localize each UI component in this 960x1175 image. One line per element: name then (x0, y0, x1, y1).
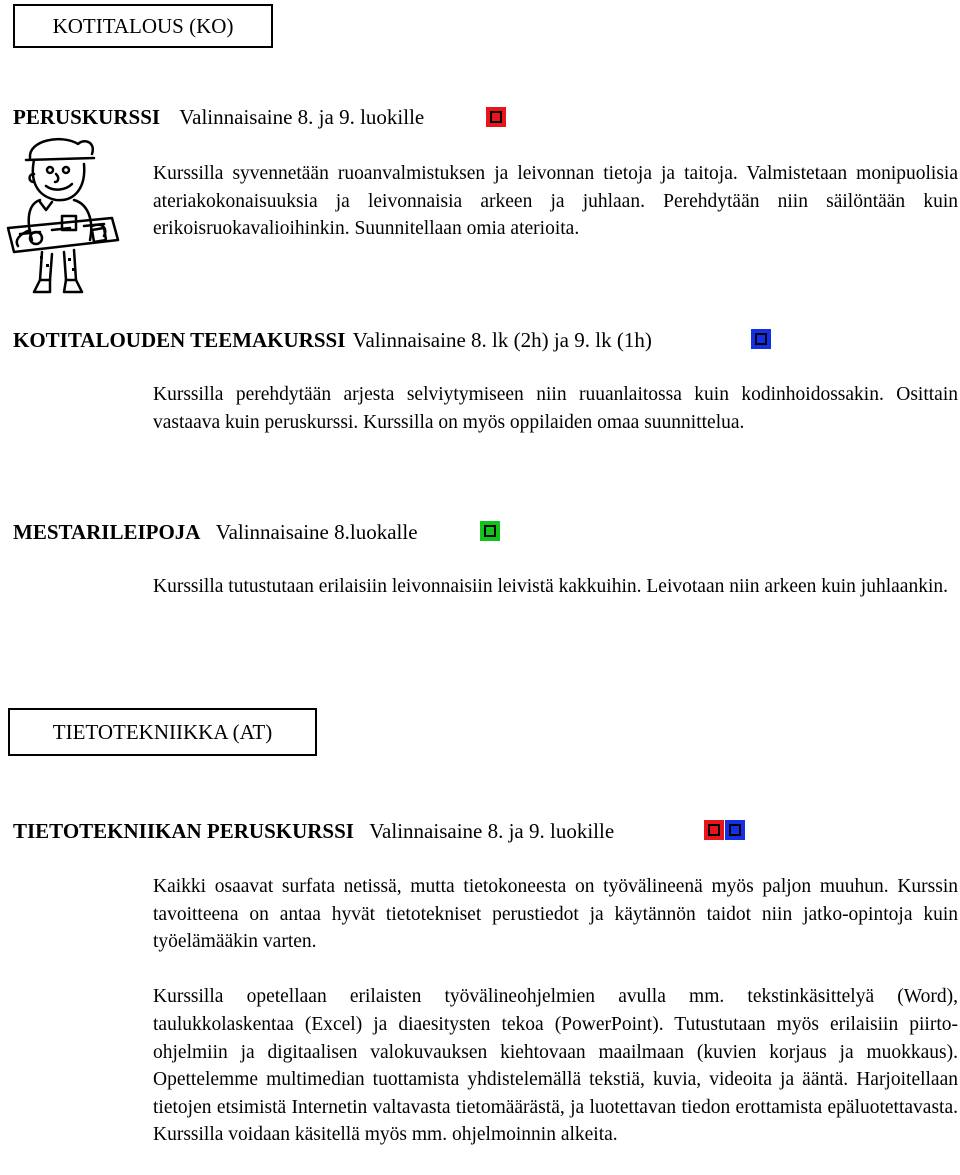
peruskurssi-text: Kurssilla syvennetään ruoanvalmistuksen ja leivonnan tietoja ja taitoja. Valmistetaan monipuolisia ateriakokonaisuuksia ja leivonnaisia arkeen ja juhlaan. Perehdytään niin säilöntään kuin erikoisruokavalioihinkin. Suunnitellaan omia aterioita. (153, 163, 958, 240)
red-marker-icon (704, 820, 724, 840)
mestarileipoja-title: MESTARILEIPOJA (13, 520, 201, 544)
mestarileipoja-heading (13, 522, 418, 543)
green-marker-icon (480, 521, 500, 541)
tietotekniikan-peruskurssi-title: TIETOTEKNIIKAN PERUSKURSSI (13, 819, 354, 843)
teemakurssi-subtitle: Valinnaisaine 8. lk (2h) ja 9. lk (1h) (352, 328, 652, 352)
teemakurssi-description (153, 381, 958, 436)
tietotekniikan-peruskurssi-heading (13, 821, 614, 842)
tietotekniikan-peruskurssi-text-2: Kurssilla opetellaan erilaisten työvälineohjelmien avulla mm. tekstinkäsittelyä (Word), taulukkolaskentaa (Excel) ja diaesitysten tekoa (PowerPoint). Tutustutaan myös erilaisiin piirto-ohjelmiin ja digitaalisen valokuvauksen kiehtovaan maailmaan (kuvien korjaus ja muokkaus). Opettelemme multimedian tuottamista yhdistelemällä tekstiä, kuvia, videoita ja ääntä. Harjoitellaan tietojen etsimistä Internetin valtavasta tietomäärästä, ja luotettavan tiedon erottamista epäluotettavasta. Kurssilla voidaan käsitellä myös mm. ohjelmoinnin alkeita. (153, 986, 958, 1146)
peruskurssi-title: PERUSKURSSI (13, 105, 161, 129)
kotitalous-section-title (13, 4, 273, 48)
red-marker-icon (486, 107, 506, 127)
kotitalous-title-text: KOTITALOUS (KO) (52, 13, 234, 38)
peruskurssi-subtitle: Valinnaisaine 8. ja 9. luokille (179, 105, 425, 129)
blue-marker-icon (725, 820, 745, 840)
tietotekniikka-title-text: TIETOTEKNIIKKA (AT) (52, 719, 273, 744)
mestarileipoja-subtitle: Valinnaisaine 8.luokalle (215, 520, 418, 544)
peruskurssi-heading (13, 107, 424, 128)
blue-marker-icon (751, 329, 771, 349)
tietotekniikan-peruskurssi-description (153, 873, 958, 1149)
tietotekniikan-peruskurssi-text-1: Kaikki osaavat surfata netissä, mutta tietokoneesta on työvälineenä myös paljon muuhun. Kurssin tavoitteena on antaa hyvät tietotekniset perustiedot ja käytännön taidot niin jatko-opintoja kuin työelämääkin varten. (153, 876, 958, 953)
mestarileipoja-text: Kurssilla tutustutaan erilaisiin leivonnaisiin leivistä kakkuihin. Leivotaan niin arkeen kuin juhlaankin. (153, 576, 948, 597)
peruskurssi-description (153, 160, 958, 243)
teemakurssi-text: Kurssilla perehdytään arjesta selviytymiseen niin ruuanlaitossa kuin kodinhoidossakin. Osittain vastaava kuin peruskurssi. Kurssilla on myös oppilaiden omaa suunnittelua. (153, 384, 958, 433)
teemakurssi-heading (13, 330, 652, 351)
teemakurssi-title: KOTITALOUDEN TEEMAKURSSI (13, 328, 346, 352)
mestarileipoja-description (153, 573, 958, 601)
tietotekniikan-peruskurssi-subtitle: Valinnaisaine 8. ja 9. luokille (369, 819, 615, 843)
cook-illustration (0, 130, 150, 300)
tietotekniikka-section-title (8, 708, 317, 756)
